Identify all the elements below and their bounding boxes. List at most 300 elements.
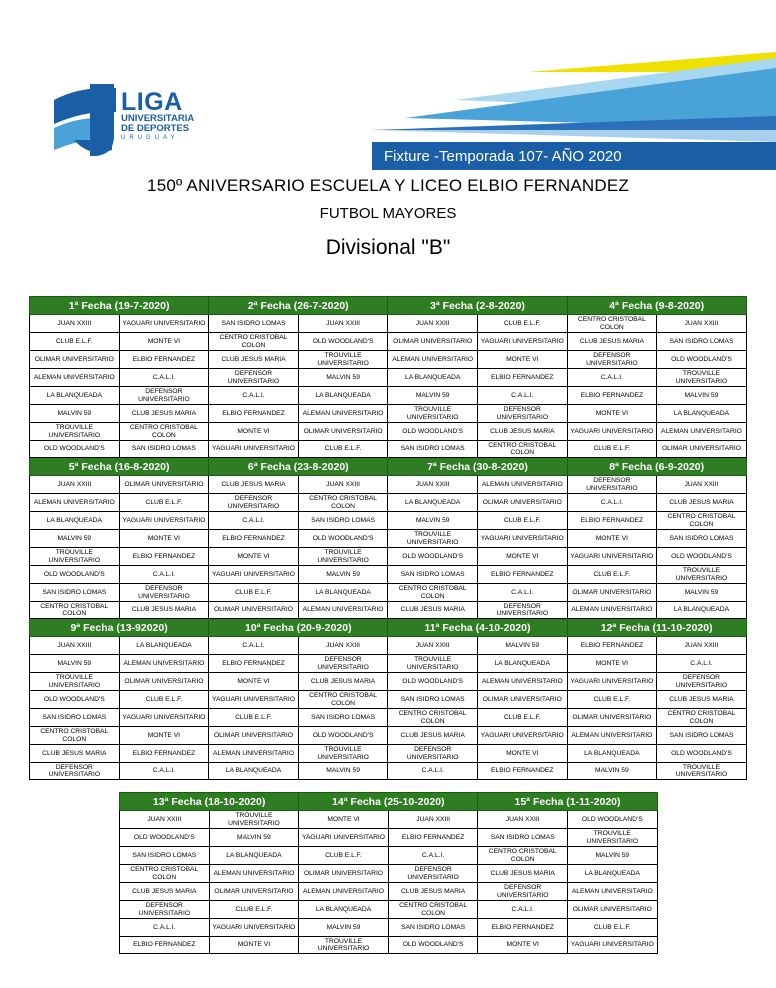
match-row (30, 763, 747, 780)
home-team: OLD WOODLAND'S (388, 548, 478, 566)
category-title: FUTBOL MAYORES (319, 205, 457, 222)
home-team: OLD WOODLAND'S (30, 566, 120, 584)
home-team: C.A.L.I. (567, 369, 657, 387)
away-team: LA BLANQUEADA (657, 602, 747, 619)
away-team: LA BLANQUEADA (657, 405, 747, 423)
away-team: CLUB JESUS MARIA (119, 602, 209, 619)
away-team: OLIMAR UNIVERSITARIO (298, 423, 388, 441)
round-header-row (30, 297, 747, 315)
home-team: ELBIO FERNANDEZ (120, 937, 210, 954)
fixture-table-final (119, 792, 658, 954)
away-team: C.A.L.I. (119, 763, 209, 780)
home-team: LA BLANQUEADA (299, 901, 389, 919)
away-team: YAGUARI UNIVERSITARIO (477, 333, 567, 351)
away-team: DEFENSOR UNIVERSITARIO (298, 655, 388, 673)
away-team: OLD WOODLAND'S (568, 811, 658, 829)
home-team: DEFENSOR UNIVERSITARIO (567, 476, 657, 494)
home-team: LA BLANQUEADA (30, 387, 120, 405)
away-team: JUAN XXIII (388, 811, 478, 829)
match-row (30, 476, 747, 494)
home-team: CLUB JESUS MARIA (30, 745, 120, 763)
away-team: ELBIO FERNANDEZ (477, 369, 567, 387)
away-team: DEFENSOR UNIVERSITARIO (477, 602, 567, 619)
away-team: ALEMAN UNIVERSITARIO (119, 655, 209, 673)
away-team: MALVIN 59 (568, 847, 658, 865)
home-team: CLUB JESUS MARIA (120, 883, 210, 901)
match-row (30, 530, 747, 548)
away-team: TROUVILLE UNIVERSITARIO (657, 763, 747, 780)
match-row (30, 441, 747, 458)
away-team: TROUVILLE UNIVERSITARIO (657, 369, 747, 387)
away-team: TROUVILLE UNIVERSITARIO (568, 829, 658, 847)
away-team: MALVIN 59 (298, 763, 388, 780)
match-row (30, 333, 747, 351)
home-team: JUAN XXIII (120, 811, 210, 829)
match-row (120, 901, 658, 919)
home-team: DEFENSOR UNIVERSITARIO (478, 883, 568, 901)
home-team: OLIMAR UNIVERSITARIO (567, 709, 657, 727)
home-team: MONTE VI (567, 530, 657, 548)
round-title: 7ª Fecha (30-8-2020) (388, 458, 567, 476)
round-title: 13ª Fecha (18-10-2020) (120, 793, 299, 811)
match-row (30, 566, 747, 584)
away-team: ALEMAN UNIVERSITARIO (568, 883, 658, 901)
away-team: MONTE VI (209, 937, 299, 954)
home-team: YAGUARI UNIVERSITARIO (567, 673, 657, 691)
home-team: ELBIO FERNANDEZ (478, 919, 568, 937)
home-team: ALEMAN UNIVERSITARIO (299, 883, 389, 901)
away-team: C.A.L.I. (119, 566, 209, 584)
away-team: CENTRO CRISTOBAL COLON (477, 441, 567, 458)
home-team: LA BLANQUEADA (388, 369, 478, 387)
home-team: JUAN XXIII (388, 476, 478, 494)
home-team: CLUB JESUS MARIA (388, 727, 478, 745)
home-team: SAN ISIDRO LOMAS (120, 847, 210, 865)
away-team: CLUB E.L.F. (477, 512, 567, 530)
home-team: ELBIO FERNANDEZ (209, 530, 299, 548)
away-team: OLD WOODLAND'S (657, 351, 747, 369)
round-header-row (30, 458, 747, 476)
home-team: DEFENSOR UNIVERSITARIO (209, 494, 299, 512)
away-team: OLD WOODLAND'S (388, 937, 478, 954)
away-team: CLUB E.L.F. (477, 709, 567, 727)
away-team: DEFENSOR UNIVERSITARIO (657, 673, 747, 691)
home-team: OLIMAR UNIVERSITARIO (567, 584, 657, 602)
away-team: OLIMAR UNIVERSITARIO (209, 883, 299, 901)
away-team: OLIMAR UNIVERSITARIO (568, 901, 658, 919)
home-team: TROUVILLE UNIVERSITARIO (30, 548, 120, 566)
away-team: SAN ISIDRO LOMAS (657, 530, 747, 548)
away-team: OLD WOODLAND'S (298, 530, 388, 548)
away-team: LA BLANQUEADA (298, 584, 388, 602)
round-title: 12ª Fecha (11-10-2020) (567, 619, 746, 637)
home-team: MALVIN 59 (299, 919, 389, 937)
home-team: OLD WOODLAND'S (120, 829, 210, 847)
match-row (30, 673, 747, 691)
away-team: SAN ISIDRO LOMAS (388, 919, 478, 937)
away-team: YAGUARI UNIVERSITARIO (119, 709, 209, 727)
logo-country: URUGUAY (121, 135, 179, 141)
away-team: MALVIN 59 (657, 387, 747, 405)
home-team: TROUVILLE UNIVERSITARIO (30, 423, 120, 441)
away-team: YAGUARI UNIVERSITARIO (477, 530, 567, 548)
home-team: TROUVILLE UNIVERSITARIO (30, 673, 120, 691)
home-team: MALVIN 59 (567, 763, 657, 780)
away-team: ELBIO FERNANDEZ (388, 829, 478, 847)
away-team: OLIMAR UNIVERSITARIO (477, 691, 567, 709)
home-team: MONTE VI (567, 405, 657, 423)
away-team: YAGUARI UNIVERSITARIO (477, 727, 567, 745)
home-team: DEFENSOR UNIVERSITARIO (209, 369, 299, 387)
away-team: ALEMAN UNIVERSITARIO (298, 602, 388, 619)
away-team: MONTE VI (477, 351, 567, 369)
away-team: CLUB JESUS MARIA (477, 423, 567, 441)
away-team: ALEMAN UNIVERSITARIO (477, 673, 567, 691)
home-team: ALEMAN UNIVERSITARIO (209, 745, 299, 763)
home-team: CENTRO CRISTOBAL COLON (30, 602, 120, 619)
home-team: YAGUARI UNIVERSITARIO (209, 691, 299, 709)
round-title: 2ª Fecha (26-7-2020) (209, 297, 388, 315)
match-row (120, 865, 658, 883)
match-row (30, 655, 747, 673)
home-team: LA BLANQUEADA (209, 763, 299, 780)
home-team: CLUB JESUS MARIA (567, 333, 657, 351)
away-team: TROUVILLE UNIVERSITARIO (298, 745, 388, 763)
match-row (120, 937, 658, 954)
away-team: CLUB JESUS MARIA (388, 883, 478, 901)
away-team: YAGUARI UNIVERSITARIO (119, 512, 209, 530)
away-team: LA BLANQUEADA (477, 655, 567, 673)
logo-liga: LIGA (121, 88, 183, 116)
away-team: OLD WOODLAND'S (657, 745, 747, 763)
home-team: ELBIO FERNANDEZ (209, 405, 299, 423)
away-team: DEFENSOR UNIVERSITARIO (477, 405, 567, 423)
away-team: CLUB JESUS MARIA (298, 673, 388, 691)
away-team: JUAN XXIII (657, 476, 747, 494)
home-team: DEFENSOR UNIVERSITARIO (567, 351, 657, 369)
match-row (30, 602, 747, 619)
home-team: MALVIN 59 (30, 530, 120, 548)
away-team: MONTE VI (119, 727, 209, 745)
away-team: CLUB E.L.F. (477, 315, 567, 333)
home-team: C.A.L.I. (567, 494, 657, 512)
round-header-row (120, 793, 658, 811)
away-team: DEFENSOR UNIVERSITARIO (119, 584, 209, 602)
logo-sub2: DE DEPORTES (121, 123, 190, 134)
home-team: C.A.L.I. (478, 901, 568, 919)
away-team: ELBIO FERNANDEZ (477, 566, 567, 584)
away-team: ELBIO FERNANDEZ (477, 763, 567, 780)
home-team: MALVIN 59 (30, 405, 120, 423)
home-team: YAGUARI UNIVERSITARIO (567, 548, 657, 566)
round-title: 3ª Fecha (2-8-2020) (388, 297, 567, 315)
away-team: MALVIN 59 (657, 584, 747, 602)
logo-text (121, 90, 194, 141)
round-title: 10ª Fecha (20-9-2020) (209, 619, 388, 637)
home-team: CENTRO CRISTOBAL COLON (209, 333, 299, 351)
home-team: ELBIO FERNANDEZ (567, 637, 657, 655)
away-team: YAGUARI UNIVERSITARIO (209, 919, 299, 937)
away-team: CLUB E.L.F. (209, 901, 299, 919)
away-team: LA BLANQUEADA (568, 865, 658, 883)
away-team: CENTRO CRISTOBAL COLON (119, 423, 209, 441)
round-title: 1ª Fecha (19-7-2020) (30, 297, 209, 315)
home-team: JUAN XXIII (388, 637, 478, 655)
away-team: DEFENSOR UNIVERSITARIO (388, 865, 478, 883)
away-team: MALVIN 59 (298, 369, 388, 387)
home-team: TROUVILLE UNIVERSITARIO (388, 405, 478, 423)
home-team: MONTE VI (209, 423, 299, 441)
home-team: CENTRO CRISTOBAL COLON (388, 584, 478, 602)
home-team: SAN ISIDRO LOMAS (478, 829, 568, 847)
home-team: CENTRO CRISTOBAL COLON (478, 847, 568, 865)
away-team: MALVIN 59 (209, 829, 299, 847)
match-row (30, 637, 747, 655)
home-team: YAGUARI UNIVERSITARIO (299, 829, 389, 847)
home-team: C.A.L.I. (209, 637, 299, 655)
home-team: CLUB JESUS MARIA (209, 476, 299, 494)
home-team: ALEMAN UNIVERSITARIO (30, 494, 120, 512)
away-team: C.A.L.I. (119, 369, 209, 387)
match-row (30, 709, 747, 727)
away-team: MONTE VI (477, 548, 567, 566)
away-team: CENTRO CRISTOBAL COLON (298, 494, 388, 512)
round-title: 5ª Fecha (16-8-2020) (30, 458, 209, 476)
home-team: OLIMAR UNIVERSITARIO (209, 602, 299, 619)
away-team: YAGUARI UNIVERSITARIO (119, 315, 209, 333)
home-team: SAN ISIDRO LOMAS (30, 709, 120, 727)
home-team: CENTRO CRISTOBAL COLON (30, 727, 120, 745)
away-team: OLIMAR UNIVERSITARIO (119, 673, 209, 691)
away-team: ELBIO FERNANDEZ (119, 745, 209, 763)
away-team: SAN ISIDRO LOMAS (119, 441, 209, 458)
away-team: CENTRO CRISTOBAL COLON (298, 691, 388, 709)
match-row (30, 548, 747, 566)
home-team: SAN ISIDRO LOMAS (388, 566, 478, 584)
round-title: 6ª Fecha (23-8-2020) (209, 458, 388, 476)
away-team: OLD WOODLAND'S (657, 548, 747, 566)
home-team: YAGUARI UNIVERSITARIO (209, 441, 299, 458)
away-team: CLUB E.L.F. (119, 494, 209, 512)
match-row (120, 829, 658, 847)
home-team: SAN ISIDRO LOMAS (388, 441, 478, 458)
home-team: OLIMAR UNIVERSITARIO (299, 865, 389, 883)
home-team: TROUVILLE UNIVERSITARIO (299, 937, 389, 954)
match-row (30, 423, 747, 441)
home-team: JUAN XXIII (388, 315, 478, 333)
away-team: CENTRO CRISTOBAL COLON (388, 901, 478, 919)
home-team: ALEMAN UNIVERSITARIO (388, 351, 478, 369)
match-row (30, 745, 747, 763)
home-team: CENTRO CRISTOBAL COLON (388, 709, 478, 727)
home-team: MONTE VI (299, 811, 389, 829)
fixture-table (29, 296, 747, 780)
home-team: CLUB JESUS MARIA (478, 865, 568, 883)
home-team: MONTE VI (209, 548, 299, 566)
away-team: JUAN XXIII (298, 476, 388, 494)
home-team: OLD WOODLAND'S (30, 691, 120, 709)
away-team: MALVIN 59 (298, 566, 388, 584)
home-team: ELBIO FERNANDEZ (567, 512, 657, 530)
away-team: CLUB E.L.F. (568, 919, 658, 937)
match-row (30, 584, 747, 602)
away-team: CLUB JESUS MARIA (119, 405, 209, 423)
round-title: 15ª Fecha (1-11-2020) (478, 793, 657, 811)
home-team: ALEMAN UNIVERSITARIO (30, 369, 120, 387)
home-team: CLUB E.L.F. (209, 584, 299, 602)
home-team: DEFENSOR UNIVERSITARIO (120, 901, 210, 919)
away-team: OLD WOODLAND'S (298, 333, 388, 351)
fixture-title: Fixture -Temporada 107- AÑO 2020 (384, 148, 622, 165)
away-team: LA BLANQUEADA (298, 387, 388, 405)
home-team: C.A.L.I. (388, 763, 478, 780)
away-team: TROUVILLE UNIVERSITARIO (657, 566, 747, 584)
away-team: MONTE VI (119, 530, 209, 548)
home-team: LA BLANQUEADA (30, 512, 120, 530)
away-team: JUAN XXIII (657, 315, 747, 333)
away-team: CLUB E.L.F. (298, 441, 388, 458)
away-team: CLUB JESUS MARIA (657, 691, 747, 709)
away-team: DEFENSOR UNIVERSITARIO (119, 387, 209, 405)
home-team: JUAN XXIII (478, 811, 568, 829)
away-team: LA BLANQUEADA (119, 637, 209, 655)
home-team: OLD WOODLAND'S (388, 673, 478, 691)
home-team: MONTE VI (209, 673, 299, 691)
home-team: ELBIO FERNANDEZ (209, 655, 299, 673)
home-team: JUAN XXIII (30, 637, 120, 655)
away-team: CENTRO CRISTOBAL COLON (657, 709, 747, 727)
home-team: MALVIN 59 (388, 387, 478, 405)
home-team: ALEMAN UNIVERSITARIO (567, 727, 657, 745)
home-team: MONTE VI (478, 937, 568, 954)
document-title: 150º ANIVERSARIO ESCUELA Y LICEO ELBIO FERNANDEZ (147, 176, 629, 195)
match-row (30, 727, 747, 745)
logo-sub1: UNIVERSITARIA (121, 113, 195, 124)
away-team: JUAN XXIII (298, 315, 388, 333)
home-team: CLUB E.L.F. (567, 566, 657, 584)
away-team: TROUVILLE UNIVERSITARIO (298, 548, 388, 566)
away-team: JUAN XXIII (657, 637, 747, 655)
away-team: C.A.L.I. (477, 584, 567, 602)
home-team: CLUB JESUS MARIA (209, 351, 299, 369)
round-title: 11ª Fecha (4-10-2020) (388, 619, 567, 637)
away-team: ALEMAN UNIVERSITARIO (209, 865, 299, 883)
home-team: YAGUARI UNIVERSITARIO (209, 566, 299, 584)
match-row (30, 405, 747, 423)
home-team: SAN ISIDRO LOMAS (30, 584, 120, 602)
away-team: CENTRO CRISTOBAL COLON (657, 512, 747, 530)
away-team: LA BLANQUEADA (209, 847, 299, 865)
away-team: SAN ISIDRO LOMAS (298, 512, 388, 530)
home-team: TROUVILLE UNIVERSITARIO (388, 655, 478, 673)
home-team: LA BLANQUEADA (567, 745, 657, 763)
home-team: OLIMAR UNIVERSITARIO (209, 727, 299, 745)
away-team: CLUB E.L.F. (119, 691, 209, 709)
home-team: DEFENSOR UNIVERSITARIO (388, 745, 478, 763)
home-team: CENTRO CRISTOBAL COLON (120, 865, 210, 883)
match-row (120, 811, 658, 829)
home-team: ELBIO FERNANDEZ (567, 387, 657, 405)
home-team: CLUB E.L.F. (30, 333, 120, 351)
home-team: MALVIN 59 (30, 655, 120, 673)
away-team: CLUB JESUS MARIA (657, 494, 747, 512)
match-row (30, 387, 747, 405)
home-team: LA BLANQUEADA (388, 494, 478, 512)
home-team: YAGUARI UNIVERSITARIO (567, 423, 657, 441)
home-team: CLUB E.L.F. (209, 709, 299, 727)
round-title: 9ª Fecha (13-92020) (30, 619, 209, 637)
home-team: OLIMAR UNIVERSITARIO (388, 333, 478, 351)
home-team: C.A.L.I. (209, 387, 299, 405)
away-team: ALEMAN UNIVERSITARIO (298, 405, 388, 423)
round-title: 8ª Fecha (6-9-2020) (567, 458, 746, 476)
away-team: JUAN XXIII (298, 637, 388, 655)
match-row (30, 512, 747, 530)
home-team: MALVIN 59 (388, 512, 478, 530)
match-row (120, 919, 658, 937)
home-team: CLUB E.L.F. (299, 847, 389, 865)
round-title: 4ª Fecha (9-8-2020) (567, 297, 746, 315)
home-team: OLD WOODLAND'S (30, 441, 120, 458)
away-team: ELBIO FERNANDEZ (119, 351, 209, 369)
away-team: C.A.L.I. (657, 655, 747, 673)
division-title: Divisional "B" (325, 236, 451, 259)
home-team: SAN ISIDRO LOMAS (209, 315, 299, 333)
home-team: CENTRO CRISTOBAL COLON (567, 315, 657, 333)
home-team: C.A.L.I. (120, 919, 210, 937)
home-team: ALEMAN UNIVERSITARIO (567, 602, 657, 619)
home-team: SAN ISIDRO LOMAS (388, 691, 478, 709)
home-team: TROUVILLE UNIVERSITARIO (388, 530, 478, 548)
away-team: SAN ISIDRO LOMAS (298, 709, 388, 727)
home-team: DEFENSOR UNIVERSITARIO (30, 763, 120, 780)
match-row (120, 883, 658, 901)
away-team: ALEMAN UNIVERSITARIO (657, 423, 747, 441)
away-team: OLD WOODLAND'S (298, 727, 388, 745)
away-team: SAN ISIDRO LOMAS (657, 727, 747, 745)
away-team: OLIMAR UNIVERSITARIO (657, 441, 747, 458)
round-title: 14ª Fecha (25-10-2020) (299, 793, 478, 811)
match-row (30, 315, 747, 333)
match-row (120, 847, 658, 865)
away-team: TROUVILLE UNIVERSITARIO (209, 811, 299, 829)
away-team: SAN ISIDRO LOMAS (657, 333, 747, 351)
away-team: ALEMAN UNIVERSITARIO (477, 476, 567, 494)
match-row (30, 369, 747, 387)
home-team: MONTE VI (567, 655, 657, 673)
away-team: YAGUARI UNIVERSITARIO (568, 937, 658, 954)
match-row (30, 494, 747, 512)
away-team: OLIMAR UNIVERSITARIO (119, 476, 209, 494)
away-team: OLIMAR UNIVERSITARIO (477, 494, 567, 512)
away-team: C.A.L.I. (477, 387, 567, 405)
match-row (30, 351, 747, 369)
away-team: MONTE VI (119, 333, 209, 351)
home-team: CLUB E.L.F. (567, 441, 657, 458)
away-team: MONTE VI (477, 745, 567, 763)
home-team: JUAN XXIII (30, 315, 120, 333)
away-team: TROUVILLE UNIVERSITARIO (298, 351, 388, 369)
match-row (30, 691, 747, 709)
away-team: C.A.L.I. (388, 847, 478, 865)
home-team: C.A.L.I. (209, 512, 299, 530)
away-team: MALVIN 59 (477, 637, 567, 655)
home-team: CLUB JESUS MARIA (388, 602, 478, 619)
away-team: ELBIO FERNANDEZ (119, 548, 209, 566)
round-header-row (30, 619, 747, 637)
home-team: OLD WOODLAND'S (388, 423, 478, 441)
home-team: CLUB E.L.F. (567, 691, 657, 709)
